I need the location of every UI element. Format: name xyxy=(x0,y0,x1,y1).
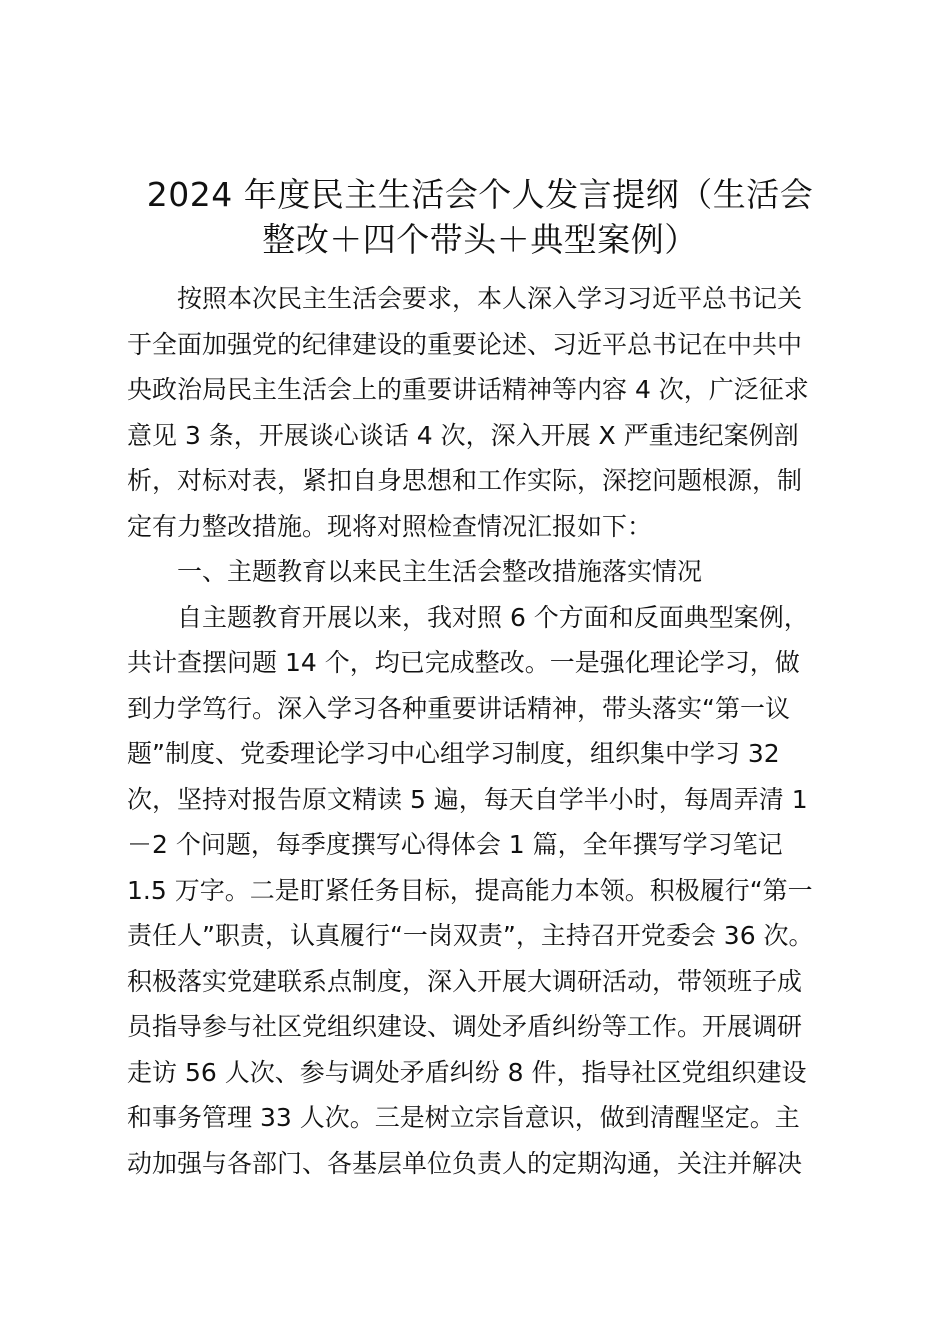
paragraph-line: 1.5 万字。二是盯紧任务目标，提高能力本领。积极履行“第一 xyxy=(127,875,813,905)
document-title xyxy=(120,172,840,262)
paragraph-line: 意见 3 条，开展谈心谈话 4 次，深入开展 X 严重违纪案例剖 xyxy=(127,420,799,450)
paragraph-line: 动加强与各部门、各基层单位负责人的定期沟通，关注并解决 xyxy=(127,1148,803,1178)
paragraph-line: 题”制度、党委理论学习中心组学习制度，组织集中学习 32 xyxy=(127,739,780,768)
title-line-1: 2024 年度民主生活会个人发言提纲（生活会 xyxy=(146,175,814,214)
paragraph-line: 定有力整改措施。现将对照检查情况汇报如下： xyxy=(127,511,653,541)
paragraph-line: 于全面加强党的纪律建设的重要论述、习近平总书记在中共中 xyxy=(127,329,803,359)
paragraph-line: 自主题教育开展以来，我对照 6 个方面和反面典型案例， xyxy=(177,602,809,632)
section-heading-line: 一、主题教育以来民主生活会整改措施落实情况 xyxy=(177,557,703,586)
document-body xyxy=(127,276,827,1186)
paragraph-line: 析，对标对表，紧扣自身思想和工作实际，深挖问题根源，制 xyxy=(127,466,803,495)
paragraph-line: 按照本次民主生活会要求，本人深入学习习近平总书记关 xyxy=(177,284,803,313)
section-body-paragraph xyxy=(127,595,827,1187)
paragraph-line: 责任人”职责，认真履行“一岗双责”，主持召开党委会 36 次。 xyxy=(127,921,814,950)
paragraph-line: 员指导参与社区党组织建设、调处矛盾纠纷等工作。开展调研 xyxy=(127,1012,803,1041)
paragraph-line: 到力学笃行。深入学习各种重要讲话精神，带头落实“第一议 xyxy=(127,693,790,723)
paragraph-line: 共计查摆问题 14 个，均已完成整改。一是强化理论学习，做 xyxy=(127,648,800,677)
paragraph-line: 积极落实党建联系点制度，深入开展大调研活动，带领班子成 xyxy=(127,966,803,996)
title-line-2: 整改＋四个带头＋典型案例） xyxy=(262,220,698,259)
paragraph-line: 央政治局民主生活会上的重要讲话精神等内容 4 次，广泛征求 xyxy=(127,375,809,404)
section-heading xyxy=(127,549,827,595)
paragraph-line: －2 个问题，每季度撰写心得体会 1 篇，全年撰写学习笔记 xyxy=(127,830,783,859)
paragraph-line: 和事务管理 33 人次。三是树立宗旨意识，做到清醒坚定。主 xyxy=(127,1103,800,1132)
paragraph-line: 走访 56 人次、参与调处矛盾纠纷 8 件，指导社区党组织建设 xyxy=(127,1057,807,1087)
intro-paragraph xyxy=(127,276,827,549)
paragraph-line: 次，坚持对报告原文精读 5 遍，每天自学半小时，每周弄清 1 xyxy=(127,784,808,814)
